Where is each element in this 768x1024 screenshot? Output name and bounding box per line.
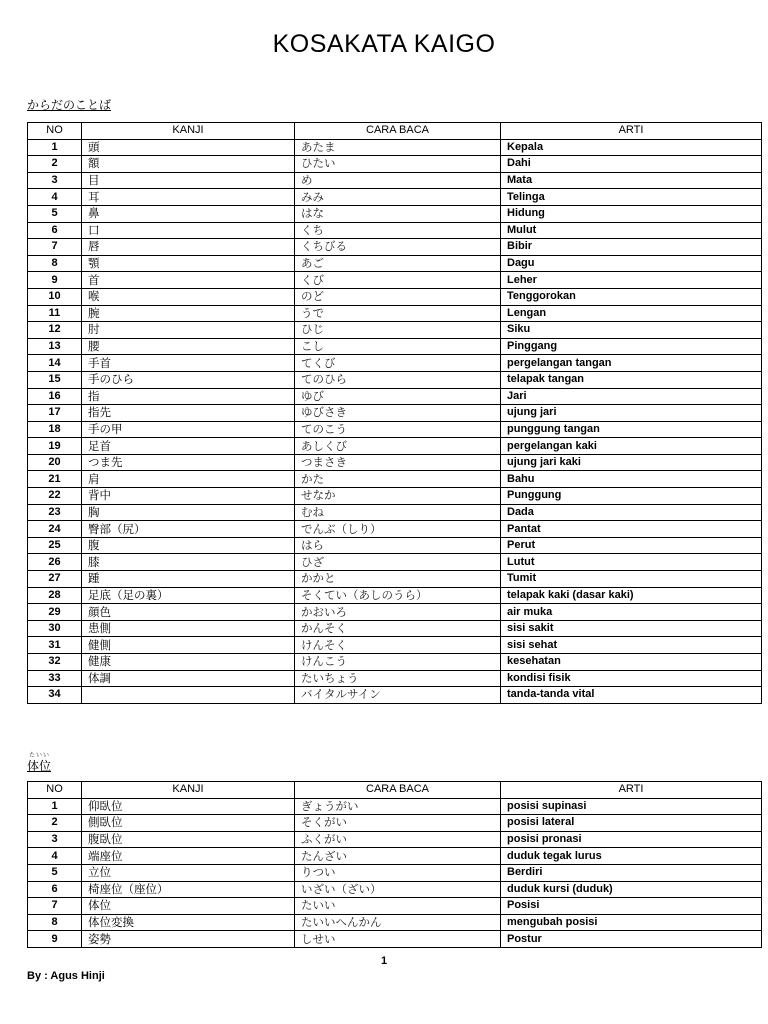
row-number: 2 bbox=[28, 156, 82, 173]
reading-cell: せなか bbox=[295, 488, 501, 505]
row-number: 22 bbox=[28, 488, 82, 505]
meaning-cell: Postur bbox=[501, 931, 762, 948]
meaning-cell: Dada bbox=[501, 504, 762, 521]
section1-heading: からだのことば bbox=[27, 98, 112, 112]
meaning-cell: Kepala bbox=[501, 139, 762, 156]
reading-cell: かおいろ bbox=[295, 604, 501, 621]
kanji-cell: 手首 bbox=[82, 355, 295, 372]
kanji-cell: 体調 bbox=[82, 670, 295, 687]
kanji-cell: 肘 bbox=[82, 322, 295, 339]
meaning-cell: ujung jari kaki bbox=[501, 454, 762, 471]
reading-cell: みみ bbox=[295, 189, 501, 206]
header-kanji: KANJI bbox=[82, 123, 295, 140]
kanji-cell: 膝 bbox=[82, 554, 295, 571]
row-number: 10 bbox=[28, 288, 82, 305]
header-cara-baca: CARA BACA bbox=[295, 782, 501, 799]
meaning-cell: posisi lateral bbox=[501, 815, 762, 832]
reading-cell: かた bbox=[295, 471, 501, 488]
table-row bbox=[28, 222, 762, 239]
row-number: 17 bbox=[28, 405, 82, 422]
meaning-cell: Pinggang bbox=[501, 338, 762, 355]
kanji-cell: 患側 bbox=[82, 620, 295, 637]
meaning-cell: Dahi bbox=[501, 156, 762, 173]
document-title: KOSAKATA KAIGO bbox=[272, 30, 496, 58]
reading-cell: うで bbox=[295, 305, 501, 322]
reading-cell: たんざい bbox=[295, 848, 501, 865]
table-row bbox=[28, 272, 762, 289]
meaning-cell: Jari bbox=[501, 388, 762, 405]
kanji-cell: つま先 bbox=[82, 454, 295, 471]
kanji-cell: 手の甲 bbox=[82, 421, 295, 438]
row-number: 1 bbox=[28, 798, 82, 815]
table-row bbox=[28, 521, 762, 538]
table-row bbox=[28, 388, 762, 405]
row-number: 26 bbox=[28, 554, 82, 571]
table-row bbox=[28, 255, 762, 272]
kanji-cell: 鼻 bbox=[82, 205, 295, 222]
row-number: 7 bbox=[28, 898, 82, 915]
table-row bbox=[28, 571, 762, 588]
reading-cell: くび bbox=[295, 272, 501, 289]
table-row bbox=[28, 798, 762, 815]
row-number: 5 bbox=[28, 205, 82, 222]
table-row bbox=[28, 504, 762, 521]
row-number: 19 bbox=[28, 438, 82, 455]
reading-cell: てのひら bbox=[295, 371, 501, 388]
meaning-cell: Lutut bbox=[501, 554, 762, 571]
kanji-cell: 口 bbox=[82, 222, 295, 239]
table-row bbox=[28, 322, 762, 339]
reading-cell: てのこう bbox=[295, 421, 501, 438]
table-row bbox=[28, 537, 762, 554]
kanji-cell: 唇 bbox=[82, 239, 295, 256]
row-number: 28 bbox=[28, 587, 82, 604]
kanji-cell: 立位 bbox=[82, 864, 295, 881]
reading-cell: てくび bbox=[295, 355, 501, 372]
row-number: 31 bbox=[28, 637, 82, 654]
table-row bbox=[28, 815, 762, 832]
meaning-cell: Mulut bbox=[501, 222, 762, 239]
meaning-cell: duduk kursi (duduk) bbox=[501, 881, 762, 898]
meaning-cell: Tenggorokan bbox=[501, 288, 762, 305]
table-row bbox=[28, 454, 762, 471]
meaning-cell: posisi pronasi bbox=[501, 831, 762, 848]
row-number: 6 bbox=[28, 881, 82, 898]
row-number: 13 bbox=[28, 338, 82, 355]
row-number: 16 bbox=[28, 388, 82, 405]
meaning-cell: Leher bbox=[501, 272, 762, 289]
reading-cell: のど bbox=[295, 288, 501, 305]
kanji-cell: 仰臥位 bbox=[82, 798, 295, 815]
meaning-cell: kesehatan bbox=[501, 654, 762, 671]
table-row bbox=[28, 687, 762, 704]
reading-cell: つまさき bbox=[295, 454, 501, 471]
table-row bbox=[28, 421, 762, 438]
kanji-cell: 姿勢 bbox=[82, 931, 295, 948]
kanji-cell: 腰 bbox=[82, 338, 295, 355]
meaning-cell: air muka bbox=[501, 604, 762, 621]
reading-cell: こし bbox=[295, 338, 501, 355]
table-row bbox=[28, 355, 762, 372]
meaning-cell: duduk tegak lurus bbox=[501, 848, 762, 865]
reading-cell: けんこう bbox=[295, 654, 501, 671]
row-number: 1 bbox=[28, 139, 82, 156]
reading-cell: あしくび bbox=[295, 438, 501, 455]
kanji-cell: 足底（足の裏） bbox=[82, 587, 295, 604]
meaning-cell: telapak tangan bbox=[501, 371, 762, 388]
reading-cell: かんそく bbox=[295, 620, 501, 637]
table-row bbox=[28, 670, 762, 687]
reading-cell: りつい bbox=[295, 864, 501, 881]
author-credit: By : Agus Hinji bbox=[27, 970, 105, 982]
reading-cell: あたま bbox=[295, 139, 501, 156]
kanji-cell: 指先 bbox=[82, 405, 295, 422]
meaning-cell: Perut bbox=[501, 537, 762, 554]
kanji-cell: 手のひら bbox=[82, 371, 295, 388]
row-number: 29 bbox=[28, 604, 82, 621]
body-parts-table bbox=[27, 122, 762, 704]
meaning-cell: tanda-tanda vital bbox=[501, 687, 762, 704]
table-row bbox=[28, 371, 762, 388]
table-row bbox=[28, 914, 762, 931]
reading-cell: そくがい bbox=[295, 815, 501, 832]
kanji-cell: 踵 bbox=[82, 571, 295, 588]
kanji-cell: 頭 bbox=[82, 139, 295, 156]
kanji-cell: 足首 bbox=[82, 438, 295, 455]
page-number: 1 bbox=[380, 955, 388, 967]
reading-cell: そくてい（あしのうら） bbox=[295, 587, 501, 604]
row-number: 15 bbox=[28, 371, 82, 388]
meaning-cell: Punggung bbox=[501, 488, 762, 505]
kanji-cell: 顔色 bbox=[82, 604, 295, 621]
row-number: 8 bbox=[28, 914, 82, 931]
kanji-cell: 健側 bbox=[82, 637, 295, 654]
row-number: 7 bbox=[28, 239, 82, 256]
meaning-cell: Hidung bbox=[501, 205, 762, 222]
row-number: 34 bbox=[28, 687, 82, 704]
reading-cell: ひじ bbox=[295, 322, 501, 339]
reading-cell: ゆびさき bbox=[295, 405, 501, 422]
reading-cell: くち bbox=[295, 222, 501, 239]
table-row bbox=[28, 139, 762, 156]
row-number: 32 bbox=[28, 654, 82, 671]
kanji-cell: 指 bbox=[82, 388, 295, 405]
row-number: 6 bbox=[28, 222, 82, 239]
row-number: 24 bbox=[28, 521, 82, 538]
table-row bbox=[28, 637, 762, 654]
table-row bbox=[28, 898, 762, 915]
row-number: 5 bbox=[28, 864, 82, 881]
header-cara-baca: CARA BACA bbox=[295, 123, 501, 140]
reading-cell: はな bbox=[295, 205, 501, 222]
meaning-cell: mengubah posisi bbox=[501, 914, 762, 931]
table-row bbox=[28, 654, 762, 671]
kanji-cell: 背中 bbox=[82, 488, 295, 505]
kanji-cell: 顎 bbox=[82, 255, 295, 272]
reading-cell: でんぶ（しり） bbox=[295, 521, 501, 538]
table-row bbox=[28, 848, 762, 865]
table-row bbox=[28, 305, 762, 322]
reading-cell: しせい bbox=[295, 931, 501, 948]
row-number: 9 bbox=[28, 931, 82, 948]
reading-cell: ふくがい bbox=[295, 831, 501, 848]
kanji-cell: 腹 bbox=[82, 537, 295, 554]
row-number: 4 bbox=[28, 848, 82, 865]
header-no: NO bbox=[28, 123, 82, 140]
kanji-cell: 目 bbox=[82, 172, 295, 189]
table-row bbox=[28, 554, 762, 571]
reading-cell: はら bbox=[295, 537, 501, 554]
meaning-cell: telapak kaki (dasar kaki) bbox=[501, 587, 762, 604]
reading-cell: ひざ bbox=[295, 554, 501, 571]
table-row bbox=[28, 831, 762, 848]
kanji-cell: 肩 bbox=[82, 471, 295, 488]
row-number: 25 bbox=[28, 537, 82, 554]
table-row bbox=[28, 604, 762, 621]
section2-heading: 体位 bbox=[27, 759, 52, 773]
table-row bbox=[28, 172, 762, 189]
reading-cell: ゆび bbox=[295, 388, 501, 405]
meaning-cell: Lengan bbox=[501, 305, 762, 322]
reading-cell: たいい bbox=[295, 898, 501, 915]
table-row bbox=[28, 438, 762, 455]
meaning-cell: ujung jari bbox=[501, 405, 762, 422]
reading-cell: むね bbox=[295, 504, 501, 521]
kanji-cell: 端座位 bbox=[82, 848, 295, 865]
row-number: 30 bbox=[28, 620, 82, 637]
meaning-cell: sisi sakit bbox=[501, 620, 762, 637]
meaning-cell: Bibir bbox=[501, 239, 762, 256]
row-number: 4 bbox=[28, 189, 82, 206]
meaning-cell: Dagu bbox=[501, 255, 762, 272]
header-arti: ARTI bbox=[501, 123, 762, 140]
table-row bbox=[28, 239, 762, 256]
reading-cell: あご bbox=[295, 255, 501, 272]
kanji-cell: 腕 bbox=[82, 305, 295, 322]
meaning-cell: Tumit bbox=[501, 571, 762, 588]
table-row bbox=[28, 931, 762, 948]
table-row bbox=[28, 488, 762, 505]
meaning-cell: Pantat bbox=[501, 521, 762, 538]
section2-ruby: たいい bbox=[29, 752, 51, 759]
reading-cell: かかと bbox=[295, 571, 501, 588]
row-number: 2 bbox=[28, 815, 82, 832]
meaning-cell: Siku bbox=[501, 322, 762, 339]
row-number: 27 bbox=[28, 571, 82, 588]
meaning-cell: Mata bbox=[501, 172, 762, 189]
kanji-cell: 体位 bbox=[82, 898, 295, 915]
row-number: 3 bbox=[28, 831, 82, 848]
kanji-cell: 健康 bbox=[82, 654, 295, 671]
table-row bbox=[28, 864, 762, 881]
header-arti: ARTI bbox=[501, 782, 762, 799]
row-number: 18 bbox=[28, 421, 82, 438]
table-row bbox=[28, 288, 762, 305]
table-row bbox=[28, 471, 762, 488]
row-number: 12 bbox=[28, 322, 82, 339]
reading-cell: め bbox=[295, 172, 501, 189]
meaning-cell: Berdiri bbox=[501, 864, 762, 881]
kanji-cell: 腹臥位 bbox=[82, 831, 295, 848]
table-row bbox=[28, 338, 762, 355]
meaning-cell: pergelangan tangan bbox=[501, 355, 762, 372]
table-row bbox=[28, 205, 762, 222]
positions-table bbox=[27, 781, 762, 948]
table-row bbox=[28, 881, 762, 898]
reading-cell: いざい（ざい） bbox=[295, 881, 501, 898]
table-header-row bbox=[28, 782, 762, 799]
kanji-cell: 耳 bbox=[82, 189, 295, 206]
reading-cell: ひたい bbox=[295, 156, 501, 173]
reading-cell: ぎょうがい bbox=[295, 798, 501, 815]
row-number: 33 bbox=[28, 670, 82, 687]
kanji-cell: 臀部（尻） bbox=[82, 521, 295, 538]
meaning-cell: punggung tangan bbox=[501, 421, 762, 438]
row-number: 14 bbox=[28, 355, 82, 372]
row-number: 23 bbox=[28, 504, 82, 521]
row-number: 3 bbox=[28, 172, 82, 189]
table-header-row bbox=[28, 123, 762, 140]
table-row bbox=[28, 189, 762, 206]
header-no: NO bbox=[28, 782, 82, 799]
kanji-cell: 首 bbox=[82, 272, 295, 289]
row-number: 8 bbox=[28, 255, 82, 272]
kanji-cell bbox=[82, 687, 295, 704]
reading-cell: バイタルサイン bbox=[295, 687, 501, 704]
header-kanji: KANJI bbox=[82, 782, 295, 799]
row-number: 20 bbox=[28, 454, 82, 471]
reading-cell: くちびる bbox=[295, 239, 501, 256]
reading-cell: たいちょう bbox=[295, 670, 501, 687]
meaning-cell: Telinga bbox=[501, 189, 762, 206]
row-number: 21 bbox=[28, 471, 82, 488]
kanji-cell: 体位変換 bbox=[82, 914, 295, 931]
table-row bbox=[28, 620, 762, 637]
kanji-cell: 額 bbox=[82, 156, 295, 173]
meaning-cell: posisi supinasi bbox=[501, 798, 762, 815]
reading-cell: たいいへんかん bbox=[295, 914, 501, 931]
row-number: 11 bbox=[28, 305, 82, 322]
meaning-cell: pergelangan kaki bbox=[501, 438, 762, 455]
meaning-cell: sisi sehat bbox=[501, 637, 762, 654]
kanji-cell: 側臥位 bbox=[82, 815, 295, 832]
row-number: 9 bbox=[28, 272, 82, 289]
meaning-cell: Bahu bbox=[501, 471, 762, 488]
meaning-cell: Posisi bbox=[501, 898, 762, 915]
kanji-cell: 椅座位（座位） bbox=[82, 881, 295, 898]
kanji-cell: 胸 bbox=[82, 504, 295, 521]
meaning-cell: kondisi fisik bbox=[501, 670, 762, 687]
table-row bbox=[28, 405, 762, 422]
kanji-cell: 喉 bbox=[82, 288, 295, 305]
reading-cell: けんそく bbox=[295, 637, 501, 654]
table-row bbox=[28, 156, 762, 173]
table-row bbox=[28, 587, 762, 604]
